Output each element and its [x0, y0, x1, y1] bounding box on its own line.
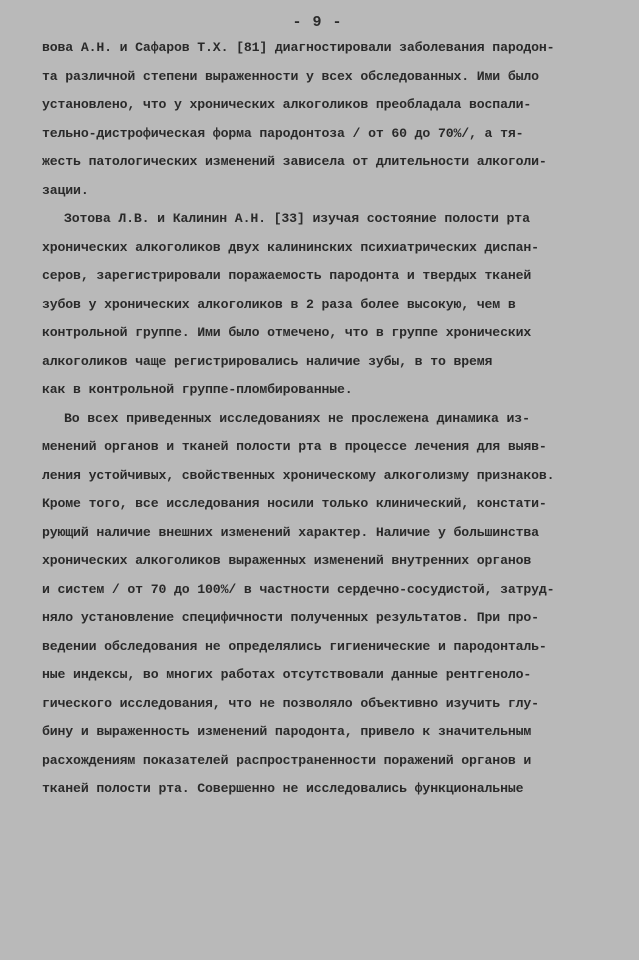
text-line: зации.: [42, 182, 89, 198]
text-line: контрольной группе. Ими было отмечено, что в группе хронических: [42, 325, 532, 340]
text-line: установлено, что у хронических алкоголиков преобладала воспали-: [42, 97, 532, 112]
text-line: ления устойчивых, свойственных хроническому алкоголизму признаков.: [42, 467, 555, 483]
text-line: как в контрольной группе-пломбированные.: [42, 382, 353, 397]
paragraph-1: [42, 34, 593, 205]
text-line: Зотова Л.В. и Калинин А.Н. [33] изучая состояние полости рта: [64, 211, 530, 226]
text-line: серов, зарегистрировали поражаемость пародонта и твердых тканей: [42, 268, 532, 283]
text-line: менений органов и тканей полости рта в процессе лечения для выяв-: [42, 439, 547, 454]
text-line: тканей полости рта. Совершенно не исследовались функциональные: [42, 781, 524, 796]
text-line: ведении обследования не определялись гигиенические и пародонталь-: [42, 638, 547, 654]
text-line: Во всех приведенных исследованиях не прослежена динамика из-: [64, 410, 530, 426]
text-line: расхождениям показателей распространенности поражений органов и: [42, 752, 532, 768]
text-line: ные индексы, во многих работах отсутствовали данные рентгеноло-: [42, 667, 532, 682]
text-line: жесть патологических изменений зависела от длительности алкоголи-: [42, 154, 547, 169]
text-line: та различной степени выраженности у всех обследованных. Ими было: [42, 68, 539, 84]
text-line: хронических алкоголиков двух калининских психиатрических диспан-: [42, 239, 539, 255]
paragraph-2: [42, 205, 593, 405]
text-line: зубов у хронических алкоголиков в 2 раза более высокую, чем в: [42, 296, 516, 312]
text-line: гического исследования, что не позволяло объективно изучить глу-: [42, 695, 539, 711]
text-line: Кроме того, все исследования носили только клинический, констати-: [42, 496, 547, 511]
text-line: алкоголиков чаще регистрировались наличие зубы, в то время: [42, 353, 493, 369]
text-line: няло установление специфичности полученных результатов. При про-: [42, 610, 539, 625]
page-number: - 9 -: [292, 14, 343, 31]
text-line: вова А.Н. и Сафаров Т.Х. [81] диагностировали заболевания пародон-: [42, 40, 555, 55]
paragraph-3: [42, 405, 593, 804]
text-line: хронических алкоголиков выраженных изменений внутренних органов: [42, 553, 532, 568]
text-line: и систем / от 70 до 100%/ в частности сердечно-сосудистой, затруд-: [42, 581, 555, 597]
text-line: бину и выраженность изменений пародонта, привело к значительным: [42, 724, 532, 739]
text-line: рующий наличие внешних изменений характер. Наличие у большинства: [42, 524, 539, 540]
text-line: тельно-дистрофическая форма пародонтоза / от 60 до 70%/, а тя-: [42, 125, 524, 141]
